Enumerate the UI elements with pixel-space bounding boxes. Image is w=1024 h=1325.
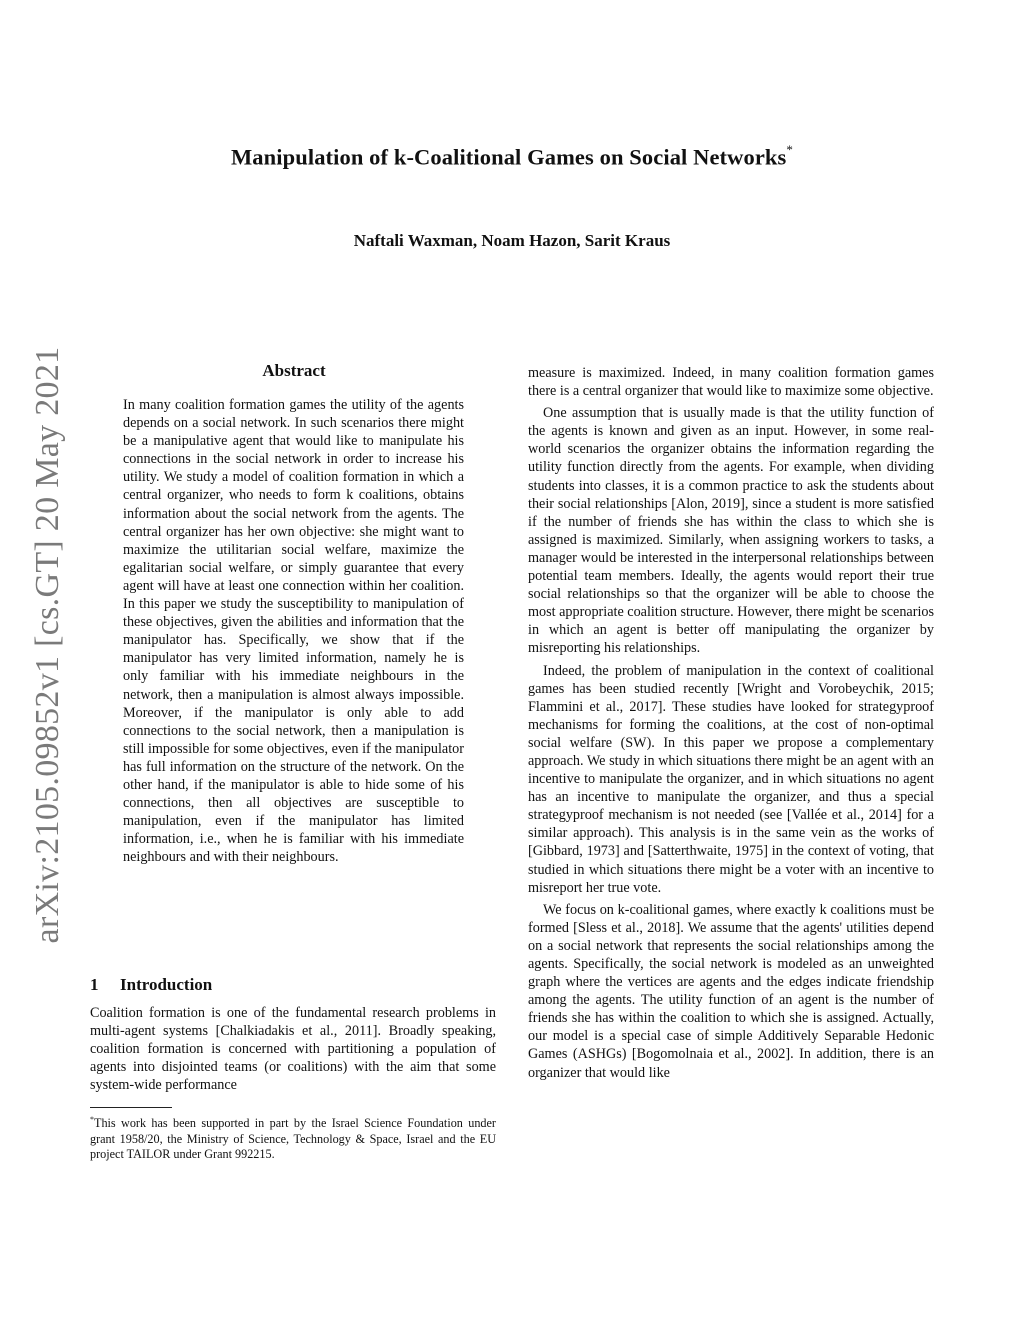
right-column-paragraph: measure is maximized. Indeed, in many coalition formation games there is a central organizer that would like to maximize some objective. bbox=[528, 365, 934, 400]
arxiv-identifier-margin bbox=[28, 345, 68, 945]
abstract-body: In many coalition formation games the utility of the agents depends on a social network. In such scenarios there might be a manipulative agent that would like to manipulate his connections in the social network in order to increase his utility. We study a model of coalition formation in which a central organizer, who needs to form k coalitions, obtains information about the social network from the agents. The central organizer has her own objective: she might want to maximize the utilitarian social welfare, maximize the egalitarian social welfare, or simply guarantee that every agent will have at least one connection within her coalition. In this paper we study the susceptibility to manipulation of these objectives, given the abilities and information that the manipulator has. Specifically, we show that if the manipulator has very limited information, namely he is only familiar with his immediate neighbours in the network, then a manipulation is almost always impossible. Moreover, if the manipulator is only able to add connections to the social network, then a manipulation is still impossible for some objectives, even if the manipulator has full information on the structure of the network. On the other hand, if the manipulator is able to hide some of his connections, then all objectives are susceptible to manipulation, even if the manipulator has limited information, i.e., when he is familiar with his immediate neighbours and with their neighbours. bbox=[123, 397, 464, 866]
paper-title-text: Manipulation of k-Coalitional Games on Social Networks bbox=[230, 144, 787, 170]
right-column-paragraph: One assumption that is usually made is that the utility function of the agents is known and given as an input. However, in some real-world scenarios the organizer obtains the information regarding the utility function directly from the agents. For example, when dividing students into classes, it is a common practice to ask the students about their social relationships [Alon, 2019], since a student is more satisfied if the number of friends she has within the class to which she is assigned is maximized. Similarly, when assigning workers to tasks, a manager would be interested in the interpersonal relationships between potential team members. Ideally, the agents would report their true social relationships so that the organizer will be able to choose the most appropriate coalition structure. However, there might be scenarios in which an agent is better off manipulating the organizer by misreporting his relationships. bbox=[528, 405, 935, 657]
paper-title bbox=[0, 144, 1024, 171]
footnote-text: This work has been supported in part by the Israel Science Foundation under grant 1958/20, the Ministry of Science, Technology & Space, Israel and the EU project TAILOR under Grant 992215. bbox=[90, 1116, 496, 1162]
title-footnote-mark: * bbox=[786, 142, 794, 157]
section-number: 1 bbox=[90, 975, 99, 994]
right-column-paragraph: Indeed, the problem of manipulation in the context of coalitional games has been studied recently [Wright and Vorobeychik, 2015; Flammini et al., 2017]. These studies have looked for strategyproof mechanisms for forming the coalitions, at the cost of non-optimal social welfare (SW). In this paper we propose a complementary approach. We study in which situations there might be an agent with an incentive to manipulate the organizer, and in which situations no agent has an incentive to manipulate the organizer, and thus a special strategyproof mechanism is not needed (see [Vallée et al., 2014] for a similar approach). This analysis is in the same vein as the works of [Gibbard, 1973] and [Satterthwaite, 1975] in the context of voting, that studied in which situations there might be a voter with an incentive to misreport her true vote. bbox=[528, 662, 934, 896]
author-list: Naftali Waxman, Noam Hazon, Sarit Kraus bbox=[353, 231, 671, 250]
section-heading-introduction bbox=[90, 975, 496, 995]
footnote bbox=[90, 1112, 496, 1163]
arxiv-identifier[interactable]: arXiv:2105.09852v1 [cs.GT] 20 May 2021 bbox=[29, 346, 66, 944]
section-title: Introduction bbox=[120, 975, 213, 994]
footnote-divider bbox=[90, 1107, 172, 1108]
right-column-paragraph: We focus on k-coalitional games, where exactly k coalitions must be formed [Sless et al., 2018]. We assume that the agents' utilities depend on a social network that represents the social relationships among the agents. Specifically, the social network is modeled as an unweighted graph where the vertices are agents and the edges indicate friendship among the agents. The utility function of an agent is the number of friends she has within the coalition to which she is assigned. Actually, our model is a special case of simple Additively Separable Hedonic Games (ASHGs) [Bogomolnaia et al., 2002]. In addition, there is an organizer that would like bbox=[528, 901, 934, 1081]
footnote-mark: * bbox=[90, 1115, 94, 1124]
right-column bbox=[528, 364, 934, 1086]
introduction-paragraph: Coalition formation is one of the fundamental research problems in multi-agent systems [Chalkiadakis et al., 2011]. Broadly speaking, coalition formation is concerned with partitioning a population of agents into disjointed teams (or coalitions) with the aim that some system-wide performance bbox=[90, 1005, 496, 1094]
abstract-heading: Abstract bbox=[262, 361, 326, 380]
